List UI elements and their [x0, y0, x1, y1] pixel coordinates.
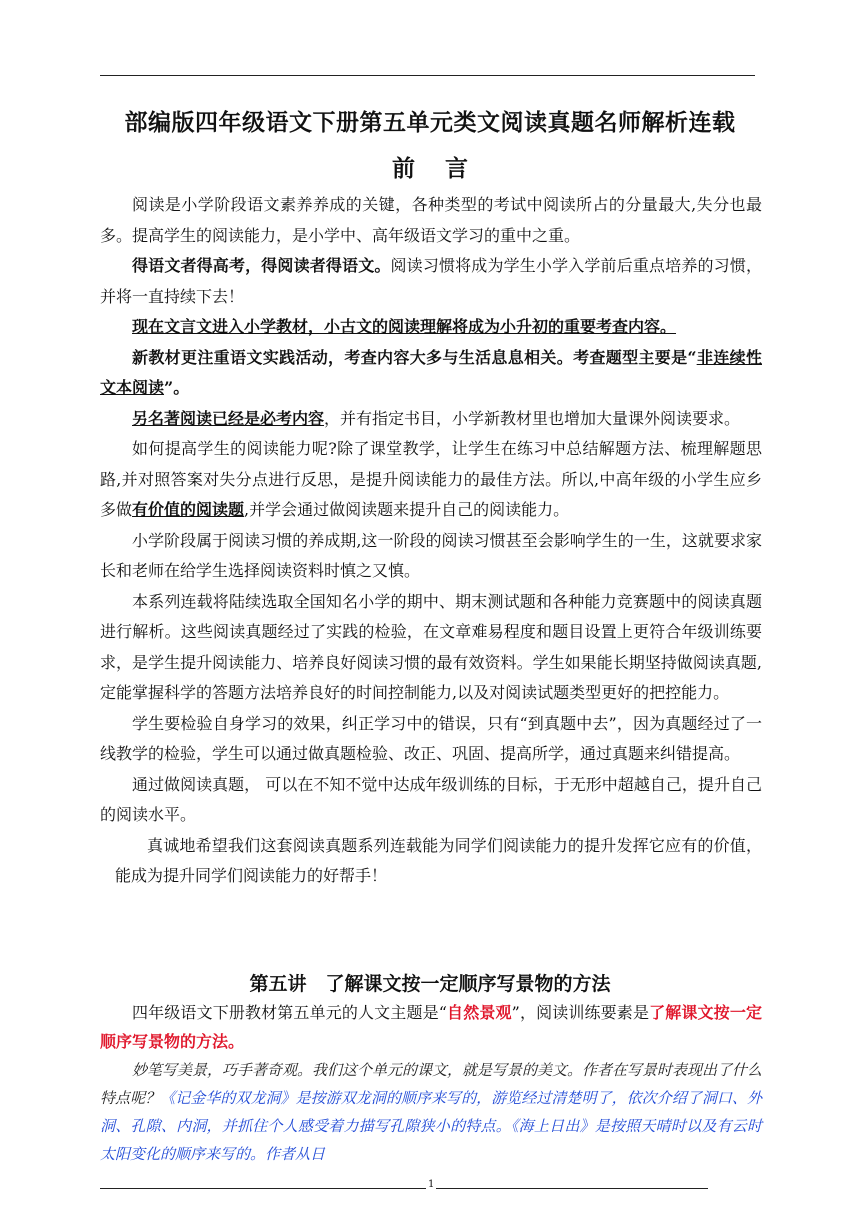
- closing-paragraph: 真诚地希望我们这套阅读真题系列连载能为同学们阅读能力的提升发挥它应有的价值，能成为提升同学们阅读能力的好帮手！: [115, 835, 762, 885]
- paragraph: [100, 343, 762, 404]
- bold-text: 得语文者得高考，得阅读者得语文。: [132, 256, 391, 275]
- text: ,并学会通过做阅读题来提升自己的阅读能力。: [244, 500, 570, 519]
- goal-highlight: 了解课文按一定顺序写景物的方法。: [100, 1003, 762, 1051]
- preface-heading: [100, 150, 760, 183]
- paragraph: [100, 434, 762, 526]
- paragraph: 小学阶段属于阅读习惯的养成期,这一阶段的阅读习惯甚至会影响学生的一生，这就要求家长和老师在给学生选择阅读资料时慎之又慎。: [100, 530, 762, 580]
- text: ，并有指定书目，小学新教材里也增加大量课外阅读要求。: [324, 408, 741, 428]
- underlined-bold-text: 有价值的阅读题: [132, 500, 245, 519]
- section-title: 第五讲 了解课文按一定顺序写景物的方法: [249, 973, 611, 995]
- document-title: 部编版四年级语文下册第五单元类文阅读真题名师解析连载: [124, 110, 736, 136]
- text: ”，阅读训练要素是: [511, 1003, 650, 1022]
- paragraph: [100, 251, 762, 312]
- paragraph: [100, 404, 762, 435]
- preface-char-2: 言: [445, 156, 468, 182]
- text: 四年级语文下册教材第五单元的人文主题是“: [132, 1003, 447, 1022]
- paragraph: 本系列连载将陆续选取全国知名小学的期中、期末测试题和各种能力竞赛题中的阅读真题进行解析。这些阅读真题经过了实践的检验，在文章难易程度和题目设置上更符合年级训练要求，是学生提升阅读能力、培养良好阅读习惯的最有效资料。学生如果能长期坚持做阅读真题,定能掌握科学的答题方法培养良好的时间控制能力,以及对阅读试题类型更好的把控能力。: [100, 591, 762, 702]
- footer-rule: [100, 1188, 708, 1189]
- bold-text: ”。: [164, 378, 190, 397]
- preface-body: [100, 190, 762, 892]
- underlined-text: 非连续性文本阅读: [100, 347, 762, 397]
- section-intro: [100, 998, 762, 1056]
- underlined-bold-text: 另名著阅读已经是必考内容: [132, 408, 325, 428]
- paragraph: 学生要检验自身学习的效果，纠正学习中的错误，只有“到真题中去”，因为真题经过了一线教学的检验，学生可以通过做真题检验、改正、巩固、提高所学，通过真题来纠错提高。: [100, 713, 762, 763]
- underlined-bold-text: 现在文言文进入小学教材，小古文的阅读理解将成为小升初的重要考查内容。: [132, 317, 677, 336]
- text: 妙笔写美景，巧手著奇观。我们这个单元的课文，就是写景的美文。作者在写景时表现出了什么特点呢？: [100, 1061, 763, 1107]
- paragraph: 通过做阅读真题， 可以在不知不觉中达成年级训练的目标，于无形中超越自己，提升自己的阅读水平。: [100, 774, 762, 824]
- preface-char-1: 前: [392, 156, 415, 182]
- theme-highlight: 自然景观: [446, 1003, 512, 1022]
- section-commentary: [100, 1056, 762, 1168]
- paragraph: 阅读是小学阶段语文素养养成的关键，各种类型的考试中阅读所占的分量最大,失分也最多。提高学生的阅读能力，是小学中、高年级语文学习的重中之重。: [100, 195, 762, 245]
- header-rule: [100, 75, 755, 76]
- section-body: [100, 998, 762, 1168]
- text: 如何提高学生的阅读能力呢?除了课堂教学，让学生在练习中总结解题方法、梳理解题思路,并对照答案对失分点进行反思，是提升阅读能力的最佳方法。所以,中高年级的小学生应乡多做: [100, 439, 762, 519]
- paragraph: [100, 312, 762, 343]
- bold-text: 新教材更注重语文实践活动，考查内容大多与生活息息相关。考查题型主要是“: [132, 347, 697, 367]
- blue-commentary: 《记金华的双龙洞》是按游双龙洞的顺序来写的，游览经过清楚明了，依次介绍了洞口、外洞、孔隙、内洞，并抓住个人感受着力描写孔隙狭小的特点。《海上日出》是按照天晴时以及有云时太阳变化的顺序来写的。作者从日: [100, 1089, 762, 1163]
- text: 阅读习惯将成为学生小学入学前后重点培养的习惯，并将一直持续下去！: [100, 256, 762, 306]
- page-number: 1: [428, 1179, 435, 1190]
